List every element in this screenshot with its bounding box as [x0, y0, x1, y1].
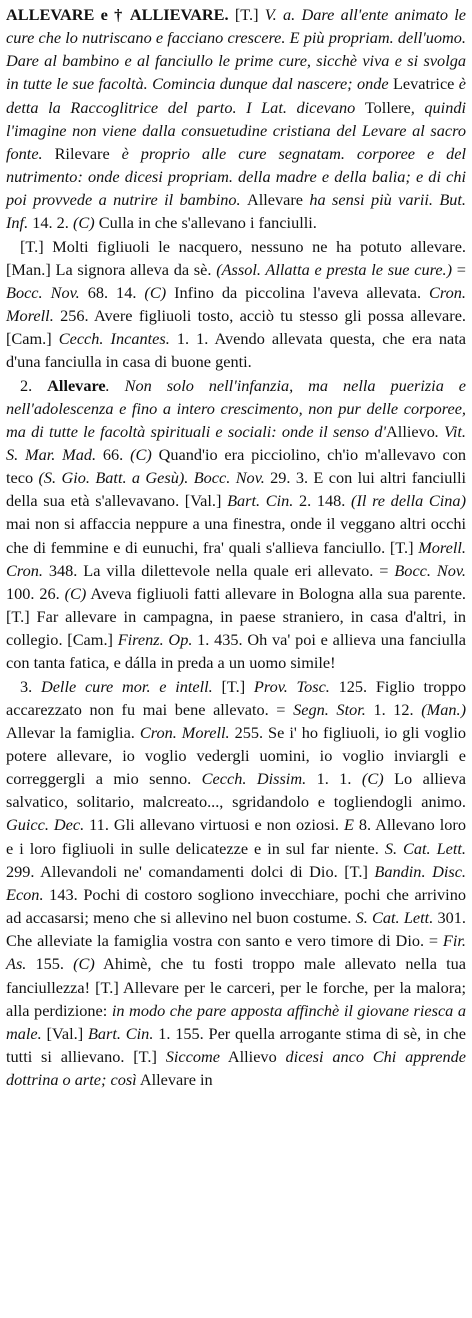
italic-text-run: (C) [72, 213, 95, 233]
text-run: 1. 435. Oh va' poi e allieva una fanciulla con tanta fatica, e dálla in preda a un uomo simile! [6, 630, 466, 673]
text-run: Allevare in [136, 1070, 213, 1090]
entry-sense-3-paragraph [6, 675, 466, 1092]
italic-text-run: Bart. Cin. [227, 491, 294, 511]
headword-text: ALLEVARE e † ALLIEVARE. [6, 5, 229, 24]
italic-text-run: Prov. Tosc. [253, 676, 330, 696]
italic-text-run: Fir. As. [6, 931, 466, 974]
text-run: Ahimè, che tu fosti troppo male allevato nella tua fanciullezza! [T.] Allevare per le carceri, per le forche, per la malora; alla perdizione: [6, 954, 466, 1020]
text-run: 1. 1. [306, 769, 362, 789]
text-run: 2. 148. [293, 491, 352, 511]
italic-text-run: Raccoglitrice [70, 97, 159, 117]
text-run: Culla in che s'allevano i fanciulli. [94, 213, 317, 233]
text-run: 8. Allevano loro e i loro figliuoli in sulle delicatezze e in sul far niente. [6, 815, 466, 858]
text-run: Quand'io era picciolino, ch'io m'allevavo con teco [6, 444, 466, 488]
italic-text-run: Delle cure mor. e intell. [40, 676, 213, 696]
text-run: 100. 26. [6, 583, 65, 603]
text-run: Tollere [364, 97, 411, 117]
text-run: 155. [26, 954, 74, 974]
text-run: 143. Pochi di costoro sogliono invecchiare, pochi che arrivino ad accasarsi; meno che si allevino nel buon costume. [6, 884, 466, 928]
italic-text-run: è detta la [6, 74, 466, 117]
italic-text-run: Cron. Morell. [139, 722, 230, 742]
text-run: Rilevare [54, 143, 110, 163]
italic-text-run: Segn. Stor. [293, 699, 366, 719]
italic-text-run: (C) [73, 954, 95, 974]
text-run: 66. [96, 444, 131, 464]
italic-text-run: del parto. I Lat. dicevano [158, 97, 365, 117]
italic-text-run: (S. Gio. Batt. a Gesù). Bocc. Nov. [38, 468, 265, 488]
italic-text-run: Morell. Cron. [6, 537, 466, 580]
italic-text-run: . Non solo nell'infanzia, ma nella puerizia e nell'adolescenza e fino a intero crescimento, non pur delle corporee, ma di tutte le facoltà spirituali e sociali: onde il senso d' [6, 375, 467, 441]
italic-text-run: è proprio alle cure segnatam. corporee e del nutrimento: onde dicesi propriam. della madre e della balia; e di chi poi provvede a nutrire il bambino. [6, 143, 466, 210]
italic-text-run: Bocc. Nov. [6, 282, 80, 302]
italic-text-run: (Assol. Allatta e presta le sue cure.) [216, 259, 453, 279]
text-run: 1. 1. Avendo allevata questa, che era nata d'una fanciulla in casa di buone genti. [6, 329, 467, 372]
italic-text-run: . Vit. S. Mar. Mad. [6, 421, 467, 464]
text-run: mai non si affaccia neppure a una finestra, onde il veggano altri occhi che di femmine e di eunuchi, fra' quali s'allieva fanciullo. [T.] [6, 514, 466, 557]
text-run: 299. Allevandoli ne' comandamenti dolci di Dio. [T.] [6, 861, 375, 881]
text-run: [T.] [228, 5, 265, 24]
italic-text-run: Guicc. Dec. [6, 815, 85, 835]
italic-text-run: Cron. Morell. [6, 282, 466, 326]
italic-text-run: Bandin. Disc. Econ. [6, 861, 466, 904]
italic-text-run: Firenz. Op. [117, 630, 193, 650]
italic-text-run: S. Cat. Lett. [384, 838, 466, 858]
entry-citations-paragraph [6, 235, 466, 374]
text-run: 348. La villa dilettevole nella quale eri allevato. = [42, 560, 395, 580]
italic-text-run: (C) [130, 444, 152, 464]
text-run: Infino da piccolina l'aveva allevata. [166, 282, 430, 302]
italic-text-run: E [343, 815, 354, 835]
italic-text-run: in modo che pare apposta affinchè il giovane riesca a male. [6, 1000, 466, 1043]
text-run: 29. 3. E con lui altri fanciulli della sua età s'allevavano. [Val.] [6, 468, 466, 511]
text-run: [T.] Molti figliuoli le nacquero, nessuno ne ha potuto allevare. [Man.] La signora alleva da sè. [6, 236, 466, 279]
italic-text-run: (C) [361, 769, 384, 789]
text-run: 1. 155. Per quella arrogante stima di sè, in che tutti si allievano. [T.] [6, 1023, 466, 1067]
italic-text-run: ha sensi più varii. But. Inf. [6, 190, 466, 233]
italic-text-run: Bocc. Nov. [394, 560, 466, 580]
text-run: 68. 14. [79, 282, 145, 302]
italic-text-run: Bart. Cin. [87, 1023, 154, 1043]
text-run: 14. 2. [28, 213, 73, 233]
text-run: [T.] [212, 676, 254, 696]
italic-text-run: Cecch. Incantes. [58, 329, 170, 349]
italic-text-run: , quindi l'imagine non viene dalla consuetudine cristiana del Levare al sacro fonte. [6, 97, 467, 163]
text-run: Allievo [386, 421, 435, 441]
text-run: Allevar la famiglia. [6, 722, 140, 742]
dictionary-entry [6, 3, 466, 1091]
text-run: 256. Avere figliuoli tosto, acciò tu stesso gli possa allevare. [Cam.] [6, 306, 466, 349]
text-run: Lo allieva salvatico, solitario, malcreato..., sgridandolo e togliendogli animo. [6, 769, 466, 812]
text-run: Allevare [246, 190, 303, 210]
text-run: 3. [20, 676, 41, 696]
text-run: Aveva figliuoli fatti allevare in Bologna alla sua parente. [T.] Far allevare in campagna, in paese straniero, in casa d'altri, in collegio. [Cam.] [6, 583, 466, 650]
entry-sense-2-paragraph [6, 374, 466, 675]
text-run: 11. Gli allevano virtuosi e non oziosi. [84, 815, 344, 835]
text-run: [Val.] [41, 1023, 88, 1043]
headword-text: Allevare [47, 375, 106, 395]
text-run: Levatrice [392, 74, 455, 94]
text-run: 255. Se i' ho figliuoli, io gli voglio potere allevare, io voglio vedergli uomini, io voglio inviargli e correggergli a mio senno. [6, 722, 466, 789]
italic-text-run: S. Cat. Lett. [355, 908, 434, 928]
italic-text-run: (Il re della Cina) [351, 491, 466, 511]
text-run: Allievo [219, 1047, 286, 1067]
italic-text-run: V. a. Dare all'ente animato le cure che lo nutriscano e facciano crescere. E più propriam. dell'uomo. Dare al bambino e al fanciullo le prime cure, sicchè viva e si svolga in tutte le sue facoltà. Comincia dunque dal nascere; onde [6, 5, 467, 94]
text-run: = [452, 259, 466, 279]
italic-text-run: Siccome [165, 1047, 220, 1067]
entry-definition-paragraph [6, 3, 466, 235]
italic-text-run: (Man.) [421, 699, 466, 719]
italic-text-run: dicesi anco Chi apprende dottrina o arte; così [6, 1047, 466, 1090]
text-run: 301. Che alleviate la famiglia vostra con santo e vero timore di Dio. = [6, 908, 466, 951]
italic-text-run: Cecch. Dissim. [201, 769, 307, 789]
text-run: 125. Figlio troppo accarezzato non fu mai bene allevato. = [6, 676, 466, 719]
text-run: 1. 12. [365, 699, 422, 719]
text-run: 2. [20, 375, 48, 395]
italic-text-run: (C) [64, 583, 87, 603]
italic-text-run: (C) [144, 282, 167, 302]
